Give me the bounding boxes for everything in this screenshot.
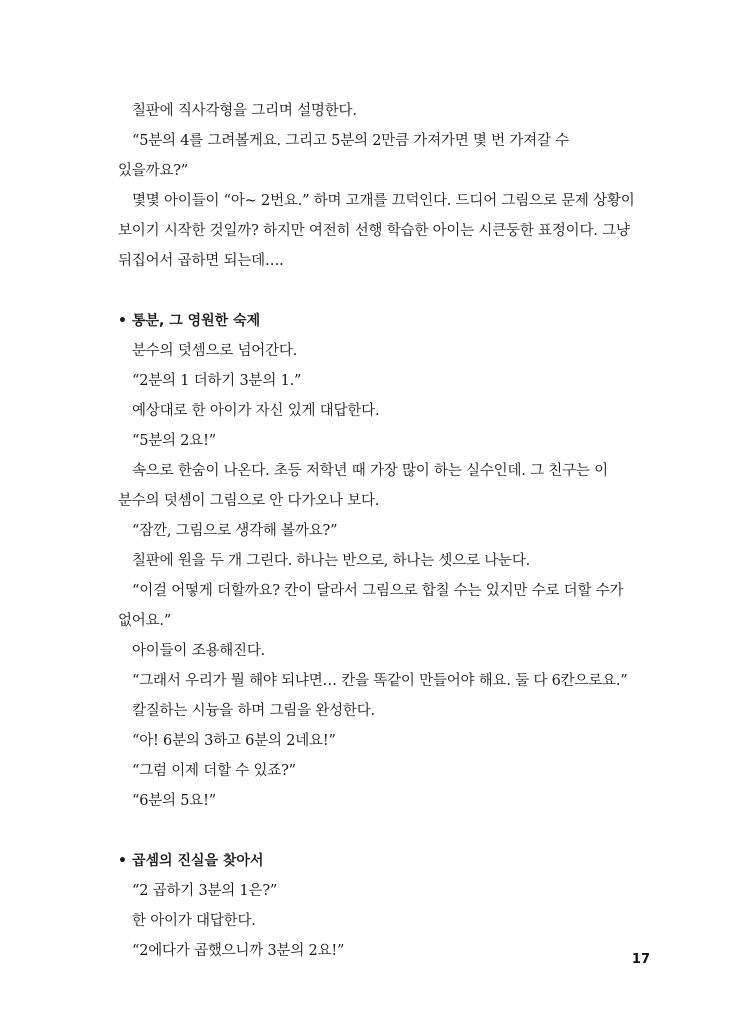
paragraph: “6분의 5요!”	[132, 793, 216, 809]
paragraph: “이걸 어떻게 더할까요? 칸이 달라서 그림으로 합칠 수는 있지만 수로 더할 수가 없어요.”	[118, 583, 624, 629]
section-heading-multiplication	[118, 846, 638, 876]
section-heading-text: 곱셈의 진실을 찾아서	[132, 853, 264, 869]
paragraph: 한 아이가 대답한다.	[132, 913, 256, 929]
paragraph: “2분의 1 더하기 3분의 1.”	[132, 373, 302, 389]
paragraph: 예상대로 한 아이가 자신 있게 대답한다.	[132, 403, 380, 419]
paragraph: 칼질하는 시늉을 하며 그림을 완성한다.	[132, 703, 375, 719]
paragraph: “잠깐, 그림으로 생각해 볼까요?”	[132, 523, 338, 539]
bullet-icon: •	[118, 313, 127, 329]
paragraph: “아! 6분의 3하고 6분의 2네요!”	[132, 733, 336, 749]
paragraph: “5분의 2요!”	[132, 433, 216, 449]
section-heading-text: 통분, 그 영원한 숙제	[132, 313, 261, 329]
bullet-icon: •	[118, 853, 127, 869]
page-number: 17	[631, 952, 650, 967]
paragraph: “그럼 이제 더할 수 있죠?”	[132, 763, 296, 779]
paragraph: 아이들이 조용해진다.	[132, 643, 266, 659]
section-heading-tongbun	[118, 306, 638, 336]
section-spacer	[118, 276, 638, 306]
paragraph: “2 곱하기 3분의 1은?”	[132, 883, 278, 899]
paragraph: “그래서 우리가 뭘 해야 되냐면… 칸을 똑같이 만들어야 해요. 둘 다 6칸으로요.”	[132, 673, 628, 689]
paragraph: 칠판에 원을 두 개 그린다. 하나는 반으로, 하나는 셋으로 나눈다.	[132, 553, 531, 569]
paragraph: 몇몇 아이들이 “아~ 2번요.” 하며 고개를 끄덕인다. 드디어 그림으로 문제 상황이 보이기 시작한 것일까? 하지만 여전히 선행 학습한 아이는 시큰둥한 표정이다. 그냥 뒤집어서 곱하면 되는데….	[118, 193, 635, 269]
paragraph: 분수의 덧셈으로 넘어간다.	[132, 343, 298, 359]
paragraph: “2에다가 곱했으니까 3분의 2요!”	[132, 943, 345, 959]
page-body	[118, 96, 638, 966]
paragraph: 속으로 한숨이 나온다. 초등 저학년 때 가장 많이 하는 실수인데. 그 친구는 이 분수의 덧셈이 그림으로 안 다가오나 보다.	[118, 463, 608, 509]
section-spacer	[118, 816, 638, 846]
paragraph: “5분의 4를 그려볼게요. 그리고 5분의 2만큼 가져가면 몇 번 가져갈 수 있을까요?”	[118, 133, 569, 179]
paragraph: 칠판에 직사각형을 그리며 설명한다.	[132, 103, 357, 119]
